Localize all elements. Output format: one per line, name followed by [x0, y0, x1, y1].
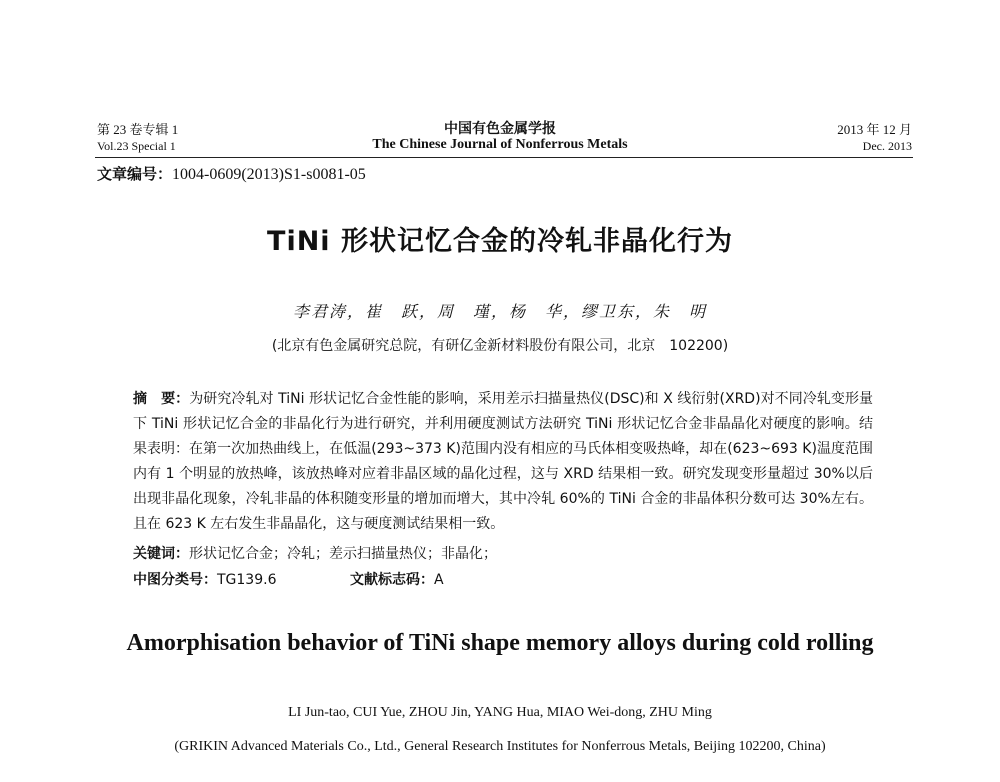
affiliation-en: (GRIKIN Advanced Materials Co., Ltd., General Research Institutes for Nonferrous Metals, Beijing 102200, China): [174, 739, 826, 754]
classification-value: TG139.6: [217, 572, 277, 588]
article-number-value: 1004-0609(2013)S1-s0081-05: [172, 166, 366, 183]
document-code-label: 文献标志码：: [350, 572, 434, 588]
abstract-label: 摘 要：: [133, 391, 190, 407]
volume-cn: 第 23 卷专辑 1: [97, 122, 179, 137]
date-en: Dec. 2013: [862, 139, 912, 153]
title-en: Amorphisation behavior of TiNi shape memory alloys during cold rolling: [126, 630, 874, 656]
journal-name-en: The Chinese Journal of Nonferrous Metals: [372, 137, 628, 152]
authors-cn: 李君涛，崔 跃，周 瑾，杨 华，缪卫东，朱 明: [292, 302, 707, 321]
header-rule: [95, 157, 913, 158]
keywords: [133, 543, 873, 563]
article-number: [97, 163, 366, 184]
date-cn: 2013 年 12 月: [837, 122, 912, 137]
affiliation-cn: (北京有色金属研究总院，有研亿金新材料股份有限公司，北京 102200): [271, 338, 729, 354]
authors-en: LI Jun-tao, CUI Yue, ZHOU Jin, YANG Hua, MIAO Wei-dong, ZHU Ming: [288, 705, 712, 720]
document-code-value: A: [434, 572, 444, 588]
keywords-text: 形状记忆合金；冷轧；差示扫描量热仪；非晶化；: [189, 546, 497, 562]
abstract: [133, 387, 873, 537]
classification: [133, 569, 276, 589]
journal-name-cn: 中国有色金属学报: [444, 121, 556, 137]
abstract-text: 为研究冷轧对 TiNi 形状记忆合金性能的影响，采用差示扫描量热仪(DSC)和 X 线衍射(XRD)对不同冷轧变形量下 TiNi 形状记忆合金的非晶化行为进行研究，并利用硬度测试方法研究 TiNi 形状记忆合金非晶晶化对硬度的影响。结果表明：在第一次加热曲线上，在低温(293~373 K)范围内没有相应的马氏体相变吸热峰，却在(623~693 K)温度范围内有 1 个明显的放热峰，该放热峰对应着非晶区域的晶化过程，这与 XRD 结果相一致。研究发现变形量超过 30%以后出现非晶化现象，冷轧非晶的体积随变形量的增加而增大，其中冷轧 60%的 TiNi 合金的非晶体积分数可达 30%左右。且在 623 K 左右发生非晶晶化，这与硬度测试结果相一致。: [133, 391, 874, 532]
document-code: [350, 569, 444, 589]
volume-en: Vol.23 Special 1: [97, 139, 176, 153]
title-cn: TiNi 形状记忆合金的冷轧非晶化行为: [267, 226, 733, 257]
classification-label: 中图分类号：: [133, 572, 217, 588]
keywords-label: 关键词：: [133, 546, 189, 562]
article-number-label: 文章编号：: [97, 165, 173, 183]
